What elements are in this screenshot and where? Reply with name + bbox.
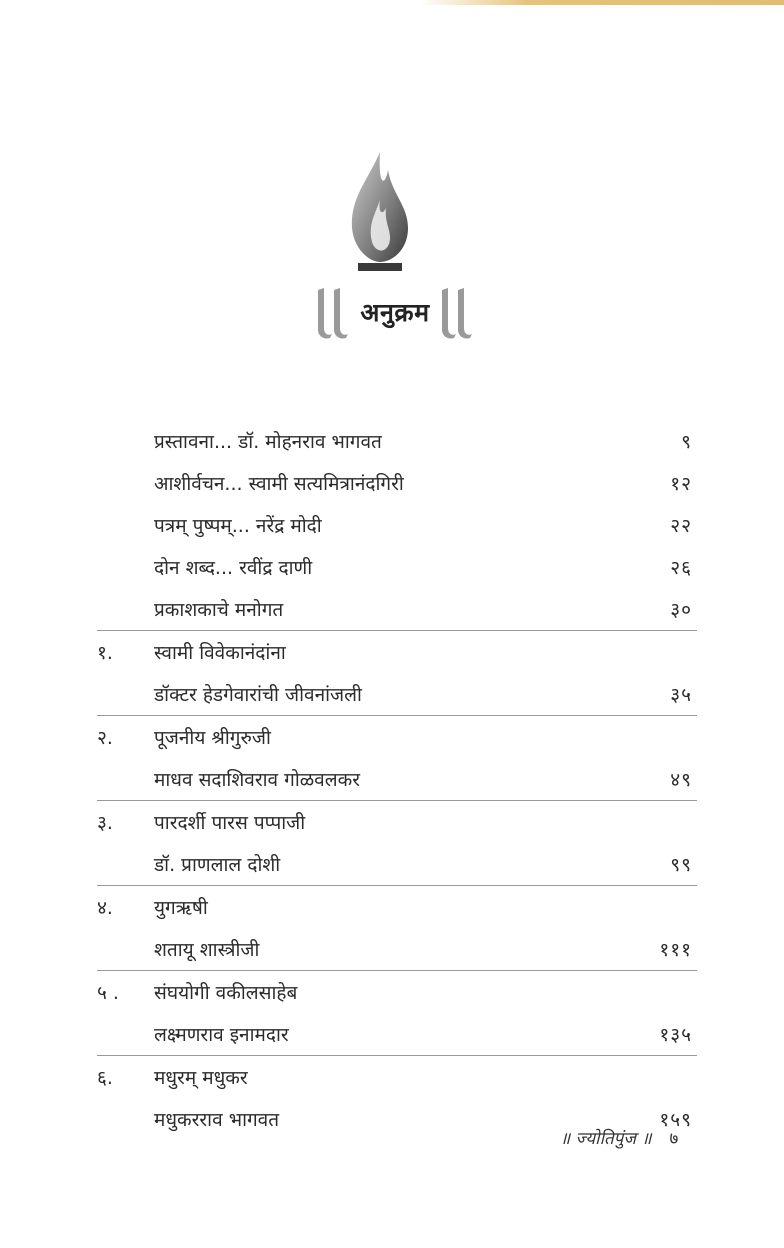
page-number: ७ xyxy=(669,1128,679,1149)
chapter-number: ६. xyxy=(97,1067,113,1089)
toc-entry[interactable] xyxy=(0,420,784,462)
chapter-title-line-1: पारदर्शी पारस पप्पाजी xyxy=(154,812,306,834)
left-danda-ornament-icon xyxy=(308,282,354,342)
chapter-number: ३. xyxy=(97,812,113,834)
page-title: अनुक्रम xyxy=(360,298,430,327)
chapter-title-line-2: माधव सदाशिवराव गोळवलकर xyxy=(154,769,360,791)
flame-icon xyxy=(330,150,430,275)
book-title-footer: ॥ ज्योतिपुंज ॥ xyxy=(560,1128,652,1149)
toc-entry-title: प्रकाशकाचे मनोगत xyxy=(154,599,284,621)
toc-entry-page: ३० xyxy=(670,599,692,621)
chapter-entry[interactable] xyxy=(0,716,784,800)
chapter-entry[interactable] xyxy=(0,801,784,885)
heading-block xyxy=(300,282,490,342)
chapter-number: ४. xyxy=(97,897,113,919)
chapter-line-2 xyxy=(0,1013,784,1055)
chapter-page: १११ xyxy=(659,939,692,961)
chapter-title-line-1: मधुरम् मधुकर xyxy=(154,1067,248,1089)
toc-entry-title: प्रस्तावना... डॉ. मोहनराव भागवत xyxy=(154,431,382,453)
chapter-entry[interactable] xyxy=(0,971,784,1055)
toc-entry[interactable] xyxy=(0,462,784,504)
chapter-line-1 xyxy=(0,971,784,1013)
chapter-line-1 xyxy=(0,716,784,758)
toc-entry-page: ९ xyxy=(681,431,692,453)
chapter-number: ५ . xyxy=(97,982,119,1004)
chapter-number: १. xyxy=(97,642,113,664)
chapter-entry[interactable] xyxy=(0,631,784,715)
chapter-line-2 xyxy=(0,758,784,800)
toc-entry-title: दोन शब्द... रवींद्र दाणी xyxy=(154,557,313,579)
chapter-title-line-2: डॉक्टर हेडगेवारांची जीवनांजली xyxy=(154,684,362,706)
top-accent-rule xyxy=(420,0,784,5)
chapter-title-line-2: डॉ. प्राणलाल दोशी xyxy=(154,854,281,876)
chapter-page: ९९ xyxy=(670,854,692,876)
chapter-page: १५९ xyxy=(659,1109,692,1131)
chapter-line-1 xyxy=(0,1056,784,1098)
chapter-title-line-2: लक्ष्मणराव इनामदार xyxy=(154,1024,289,1046)
toc-entry[interactable] xyxy=(0,546,784,588)
chapter-number: २. xyxy=(97,727,113,749)
chapter-page: ४९ xyxy=(670,769,692,791)
chapter-entry[interactable] xyxy=(0,886,784,970)
toc-entry-page: १२ xyxy=(670,473,692,495)
page-footer xyxy=(560,1120,710,1154)
chapter-title-line-1: युगऋषी xyxy=(154,897,208,919)
chapter-title-line-1: पूजनीय श्रीगुरुजी xyxy=(154,727,271,749)
chapter-title-line-1: स्वामी विवेकानंदांना xyxy=(154,642,286,664)
chapter-title-line-1: संघयोगी वकीलसाहेब xyxy=(154,982,298,1004)
toc-entry[interactable] xyxy=(0,588,784,630)
chapter-line-1 xyxy=(0,631,784,673)
toc-entry-title: आशीर्वचन... स्वामी सत्यमित्रानंदगिरी xyxy=(154,473,404,495)
table-of-contents xyxy=(0,420,784,1140)
chapter-title-line-2: मधुकरराव भागवत xyxy=(154,1109,280,1131)
chapter-title-line-2: शतायू शास्त्रीजी xyxy=(154,939,260,961)
chapter-line-1 xyxy=(0,801,784,843)
right-danda-ornament-icon xyxy=(436,282,482,342)
toc-entry[interactable] xyxy=(0,504,784,546)
chapter-page: ३५ xyxy=(670,684,692,706)
chapter-page: १३५ xyxy=(659,1024,692,1046)
chapter-line-2 xyxy=(0,673,784,715)
chapter-line-2 xyxy=(0,928,784,970)
chapter-line-1 xyxy=(0,886,784,928)
toc-entry-page: २६ xyxy=(670,557,692,579)
toc-entry-page: २२ xyxy=(670,515,692,537)
chapter-line-2 xyxy=(0,843,784,885)
toc-entry-title: पत्रम् पुष्पम्... नरेंद्र मोदी xyxy=(154,515,322,537)
